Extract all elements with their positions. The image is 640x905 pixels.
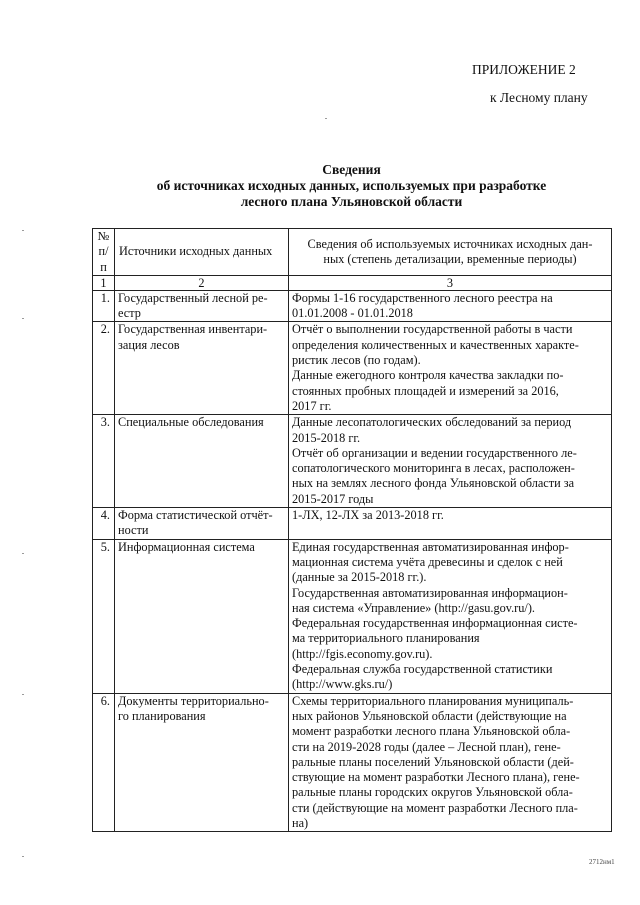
details-cell [289,322,612,415]
document-code: 2712нм1 [589,858,615,866]
details-line: 1-ЛХ, 12-ЛХ за 2013-2018 гг. [292,508,444,523]
details-line: ральные планы поселений Ульяновской области (дей- [292,754,574,769]
document-title [92,162,611,210]
details-line: Данные лесопатологических обследований за период [292,415,572,430]
scan-speck [22,230,24,231]
source-line: Специальные обследования [118,415,264,430]
details-cell [289,693,612,832]
details-line: ма территориального планирования [292,631,480,646]
details-line: ная система «Управление» (http://gasu.gov.ru/). [292,600,536,615]
details-line: мационная система учёта древесины и сделок с ней [292,554,563,569]
source-line: Документы территориально- [118,693,269,708]
details-line: Государственная автоматизированная информацион- [292,585,568,600]
source-line: ности [118,523,149,538]
details-line: ральные планы городских округов Ульяновской обла- [292,785,573,800]
column-number: 3 [289,275,612,290]
source-cell [115,290,289,322]
sources-table [92,228,612,832]
title-line: Сведения [322,162,381,177]
source-line: Форма статистической отчёт- [118,508,273,523]
details-line: Федеральная служба государственной статистики [292,662,553,677]
table-row [93,508,612,540]
source-line: Информационная система [118,539,255,554]
details-line: 01.01.2008 - 01.01.2018 [292,306,413,321]
details-line: Единая государственная автоматизированная инфор- [292,539,569,554]
row-number: 1. [93,290,115,322]
source-line: зация лесов [118,337,180,352]
scan-speck [22,553,24,554]
details-line: Отчёт об организации и ведении государственного ле- [292,445,577,460]
details-line: Данные ежегодного контроля качества закладки по- [292,368,564,383]
details-line: сти (действующие на момент разработки Лесного пла- [292,800,578,815]
appendix-title: ПРИЛОЖЕНИЕ 2 [472,62,576,77]
row-number: 2. [93,322,115,415]
row-number: 5. [93,539,115,693]
scan-speck [22,318,24,319]
row-number: 6. [93,693,115,832]
scan-speck [22,694,24,695]
details-line: ствующие на момент разработки Лесного плана), гене- [292,770,580,785]
details-line: ных на землях лесного фонда Ульяновской области за [292,476,575,491]
title-line: об источниках исходных данных, используемых при разработке [156,178,547,193]
details-cell [289,508,612,540]
source-line: го планирования [118,708,206,723]
row-number: 3. [93,415,115,508]
table-row [93,322,612,415]
details-line: ристик лесов (по годам). [292,353,421,368]
column-number-row [93,275,612,290]
source-line: Государственная инвентари- [118,322,268,337]
table-row [93,415,612,508]
details-cell [289,539,612,693]
table-row [93,693,612,832]
column-number: 2 [115,275,289,290]
details-line: сопатологического мониторинга в лесах, расположен- [292,461,575,476]
source-cell [115,508,289,540]
scan-speck [22,856,24,857]
source-cell [115,693,289,832]
details-cell [289,290,612,322]
details-line: 2015-2018 гг. [292,430,361,445]
details-line: 2017 гг. [292,398,332,413]
details-line: 2015-2017 годы [292,491,374,506]
header-source: Источники исходных данных [115,229,289,276]
details-cell [289,415,612,508]
header-number: № п/п [93,229,115,276]
source-cell [115,322,289,415]
title-line: лесного плана Ульяновской области [240,194,463,209]
details-line: (http://fgis.economy.gov.ru). [292,646,433,661]
details-line: определения количественных и качественных характе- [292,337,579,352]
details-line: стоянных пробных площадей и измерений за 2016, [292,383,559,398]
table-row [93,290,612,322]
details-line: (данные за 2015-2018 гг.). [292,570,427,585]
appendix-subtitle: к Лесному плану [490,90,588,105]
details-line: на) [292,815,309,830]
details-line: сти на 2019-2028 годы (далее – Лесной план), гене- [292,739,561,754]
source-cell [115,539,289,693]
details-line: момент разработки лесного плана Ульяновской обла- [292,724,571,739]
column-number: 1 [93,275,115,290]
table-row [93,539,612,693]
details-line: Формы 1-16 государственного лесного реестра на [292,290,553,305]
details-line: Федеральная государственная информационная систе- [292,616,578,631]
row-number: 4. [93,508,115,540]
details-line: (http://www.gks.ru/) [292,677,393,692]
table-header-row [93,229,612,276]
details-line: Схемы территориального планирования муниципаль- [292,693,574,708]
details-line: Отчёт о выполнении государственной работы в части [292,322,573,337]
scan-speck [325,118,327,119]
details-line: ных районов Ульяновской области (действующие на [292,708,567,723]
source-cell [115,415,289,508]
source-line: естр [118,306,141,321]
source-line: Государственный лесной ре- [118,290,268,305]
header-details: Сведения об используемых источниках исходных дан- ных (степень детализации, временные периоды) [289,229,612,276]
